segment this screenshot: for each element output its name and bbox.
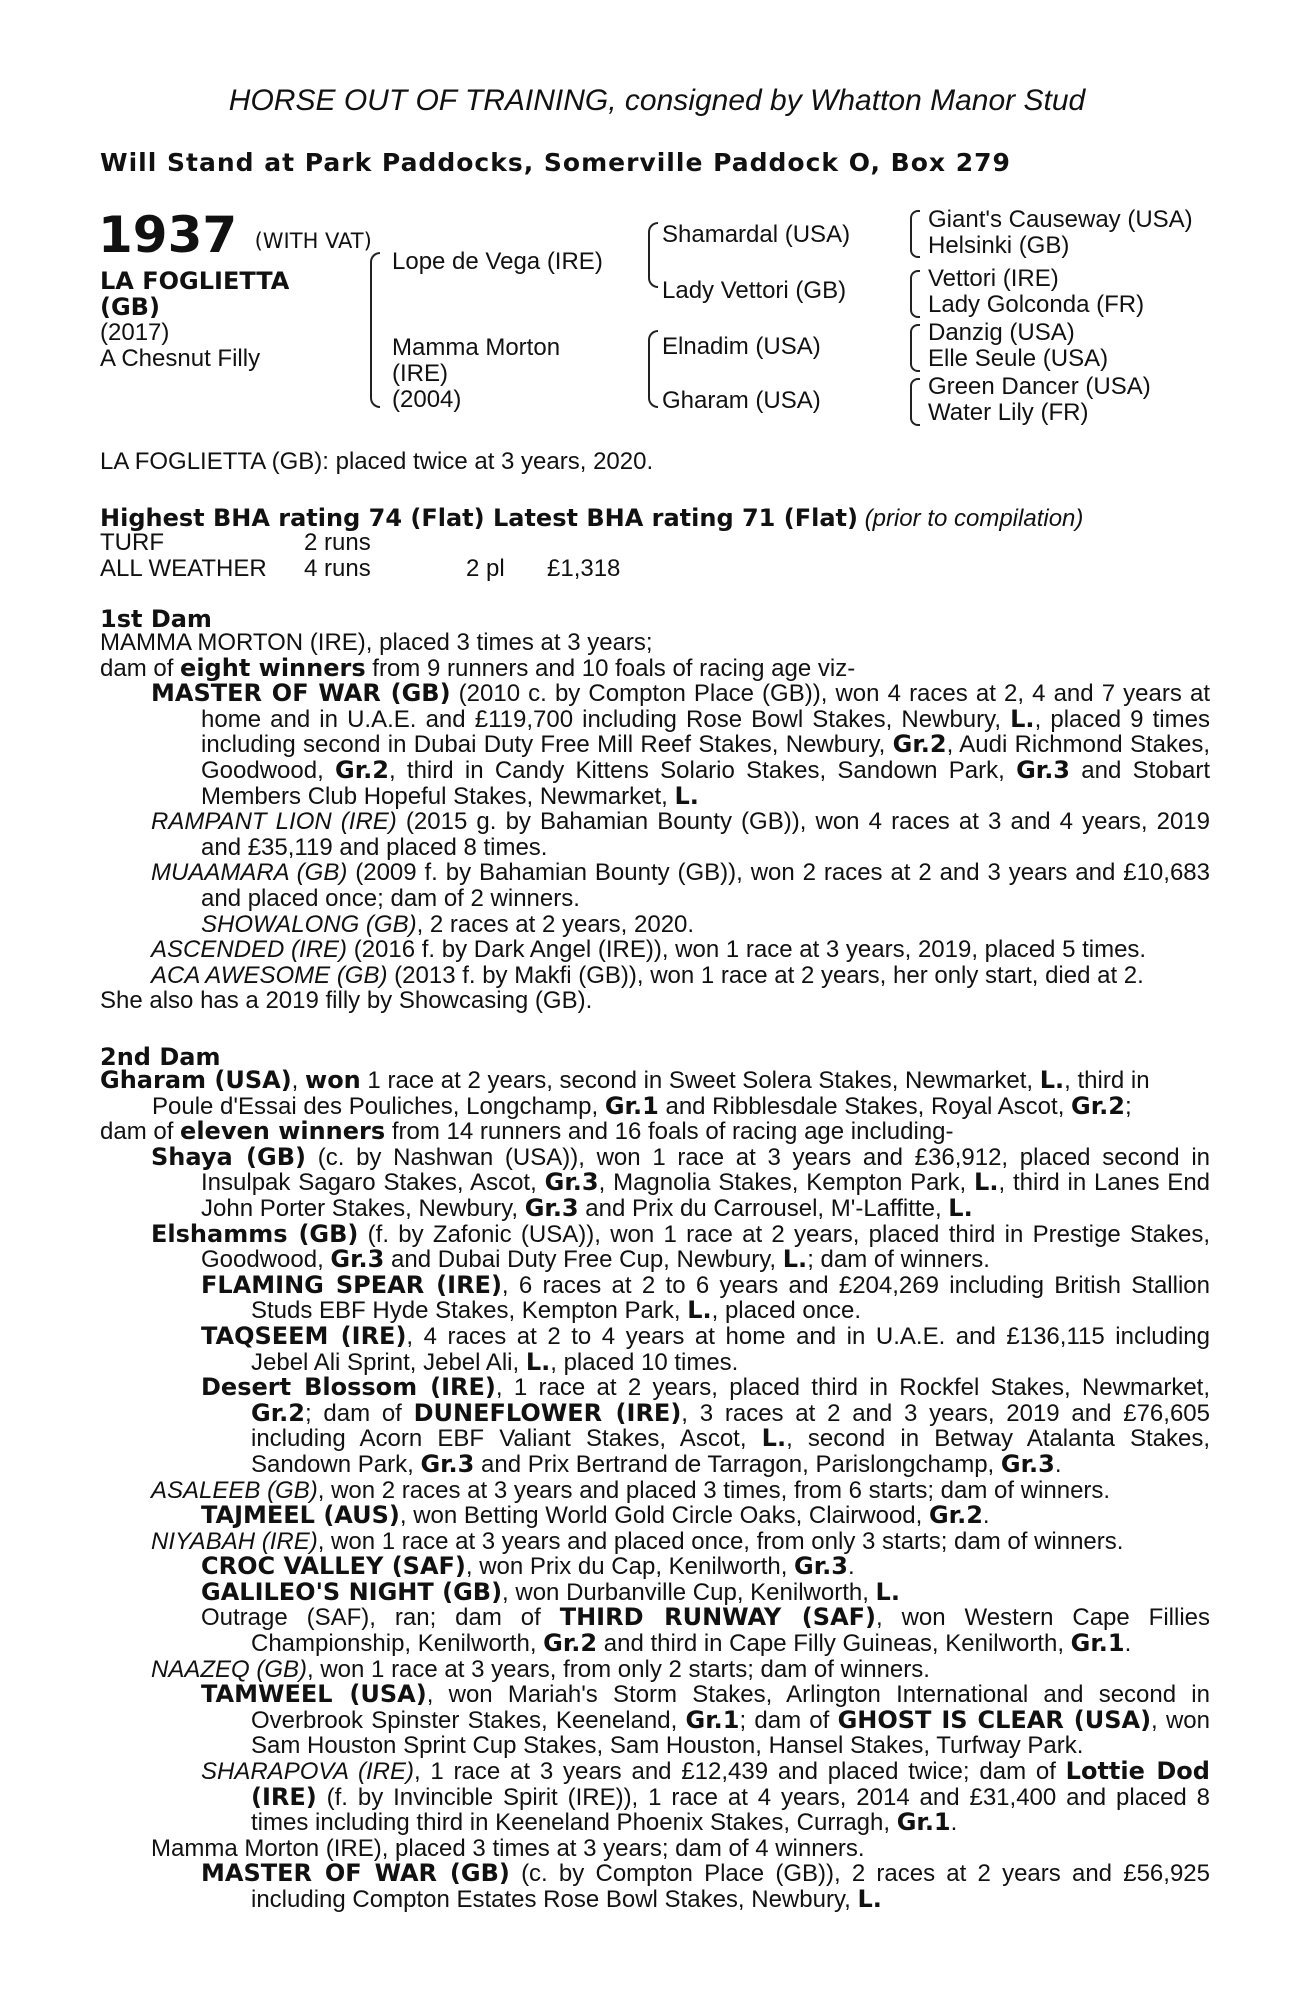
- turf-label: TURF: [100, 529, 164, 556]
- dam-dam: Gharam (USA): [662, 387, 821, 414]
- produce-entry: Shaya (GB) (c. by Nashwan (USA)), won 1 race at 3 years and £36,912, placed second in Insulpak Sagaro Stakes, Ascot, Gr.3, Magnolia Stakes, Kempton Park, L., third in Lanes End John Porter Stakes, Newbury, Gr.3 and Prix du Carrousel, M'-Laffitte, L.: [151, 1142, 1211, 1222]
- aw-label: ALL WEATHER: [100, 555, 267, 582]
- produce-entry: CROC VALLEY (SAF), won Prix du Cap, Kenilworth, Gr.3.: [201, 1552, 855, 1581]
- lot-number: [98, 208, 372, 268]
- stand-location: Will Stand at Park Paddocks, Somerville Paddock O, Box 279: [100, 148, 1011, 177]
- brace-dd: [910, 378, 920, 426]
- sire-brace: [648, 222, 658, 288]
- produce-entry: GALILEO'S NIGHT (GB), won Durbanville Cup, Kenilworth, L.: [201, 1577, 900, 1606]
- dam-country: (IRE): [392, 360, 448, 387]
- produce-entry: Desert Blossom (IRE), 1 race at 2 years, placed third in Rockfel Stakes, Newmarket, Gr.2; dam of DUNEFLOWER (IRE), 3 races at 2 and 3 years, 2019 and £76,605 including Acorn EBF Valiant Stakes, Ascot, L., second in Betway Atalanta Stakes, Sandown Park, Gr.3 and Prix Bertrand de Tarragon, Parislongchamp, Gr.3.: [201, 1373, 1211, 1478]
- produce-entry: MUAAMARA (GB) (2009 f. by Bahamian Bounty (GB)), won 2 races at 2 and 3 years and £10,683 and placed once; dam of 2 winners.: [151, 859, 1210, 912]
- dam-dam-dam: Water Lily (FR): [928, 399, 1089, 426]
- second-dam-line: dam of eleven winners from 14 runners and 16 foals of racing age including-: [100, 1117, 954, 1146]
- sire-dam-sire: Vettori (IRE): [928, 265, 1059, 292]
- aw-runs: 4 runs: [304, 555, 371, 582]
- produce-entry: Outrage (SAF), ran; dam of THIRD RUNWAY (SAF), won Western Cape Fillies Championship, Kenilworth, Gr.2 and third in Cape Filly Guineas, Kenilworth, Gr.1.: [201, 1603, 1210, 1658]
- produce-entry: FLAMING SPEAR (IRE), 6 races at 2 to 6 years and £204,269 including British Stallion Studs EBF Hyde Stakes, Kempton Park, L., placed once.: [201, 1270, 1211, 1325]
- produce-entry: NIYABAH (IRE), won 1 race at 3 years and placed once, from only 3 starts; dam of winners.: [151, 1527, 1124, 1555]
- sire-sire-dam: Helsinki (GB): [928, 232, 1070, 259]
- sire-sire: Shamardal (USA): [662, 221, 851, 248]
- brace-ss: [910, 210, 920, 258]
- race-summary: LA FOGLIETTA (GB): placed twice at 3 years, 2020.: [100, 448, 654, 475]
- turf-runs: 2 runs: [304, 529, 371, 556]
- page-title: HORSE OUT OF TRAINING, consigned by Whatton Manor Stud: [228, 84, 1086, 117]
- vat-note: (WITH VAT): [254, 229, 372, 253]
- first-dam-line: MAMMA MORTON (IRE), placed 3 times at 3 years;: [100, 629, 653, 656]
- produce-entry: Mamma Morton (IRE), placed 3 times at 3 years; dam of 4 winners.: [151, 1834, 865, 1862]
- produce-entry: ACA AWESOME (GB) (2013 f. by Makfi (GB)), won 1 race at 2 years, her only start, died at 2.: [151, 961, 1144, 989]
- first-dam-text: [100, 630, 1210, 1014]
- dam-name: Mamma Morton: [392, 334, 561, 361]
- brace-sd: [910, 270, 920, 318]
- horse-name-country: (GB): [100, 293, 160, 321]
- bha-ratings: [100, 503, 1083, 534]
- bha-ratings-note: (prior to compilation): [864, 505, 1084, 532]
- dam-dam-sire: Green Dancer (USA): [928, 373, 1151, 400]
- sire-dam: Lady Vettori (GB): [662, 277, 847, 304]
- produce-entry: ASALEEB (GB), won 2 races at 3 years and placed 3 times, from 6 starts; dam of winners.: [151, 1476, 1111, 1504]
- first-dam-line: dam of eight winners from 9 runners and 10 foals of racing age viz-: [100, 653, 856, 682]
- brace-ds: [910, 324, 920, 372]
- aw-placed: 2 pl: [466, 555, 505, 582]
- dam-sire-dam: Elle Seule (USA): [928, 345, 1109, 372]
- second-dam-text: [100, 1068, 1210, 1913]
- second-dam-line: Gharam (USA), won 1 race at 2 years, second in Sweet Solera Stakes, Newmarket, L., third in Poule d'Essai des Pouliches, Longchamp, Gr.1 and Ribblesdale Stakes, Royal Ascot, Gr.2;: [100, 1066, 1150, 1120]
- produce-entry: MASTER OF WAR (GB) (c. by Compton Place (GB)), 2 races at 2 years and £56,925 including Compton Estates Rose Bowl Stakes, Newbury, L.: [201, 1859, 1210, 1913]
- produce-entry: TAMWEEL (USA), won Mariah's Storm Stakes, Arlington International and second in Overbrook Spinster Stakes, Keeneland, Gr.1; dam of GHOST IS CLEAR (USA), won Sam Houston Sprint Cup Stakes, Sam Houston, Hansel Stakes, Turfway Park.: [201, 1680, 1210, 1760]
- second-dam-heading: 2nd Dam: [100, 1043, 221, 1071]
- first-dam-heading: 1st Dam: [100, 605, 212, 633]
- produce-entry: Elshamms (GB) (f. by Zafonic (USA)), won 1 race at 2 years, placed third in Prestige Stakes, Goodwood, Gr.3 and Dubai Duty Free Cup, Newbury, L.; dam of winners.: [151, 1219, 1210, 1274]
- produce-entry: She also has a 2019 filly by Showcasing (GB).: [100, 987, 593, 1015]
- produce-entry: ASCENDED (IRE) (2016 f. by Dark Angel (IRE)), won 1 race at 3 years, 2019, placed 5 times.: [151, 936, 1147, 964]
- produce-entry: NAAZEQ (GB), won 1 race at 3 years, from only 2 starts; dam of winners.: [151, 1655, 930, 1683]
- horse-name: LA FOGLIETTA: [100, 267, 290, 295]
- pedigree-brace: [370, 252, 380, 408]
- produce-entry: RAMPANT LION (IRE) (2015 g. by Bahamian Bounty (GB)), won 4 races at 3 and 4 years, 2019 and £35,119 and placed 8 times.: [151, 808, 1211, 861]
- produce-entry: MASTER OF WAR (GB) (2010 c. by Compton Place (GB)), won 4 races at 2, 4 and 7 years at home and in U.A.E. and £119,700 including Rose Bowl Stakes, Newbury, L., placed 9 times including second in Dubai Duty Free Mill Reef Stakes, Newbury, Gr.2, Audi Richmond Stakes, Goodwood, Gr.2, third in Candy Kittens Solario Stakes, Sandown Park, Gr.3 and Stobart Members Club Hopeful Stakes, Newmarket, L.: [151, 679, 1211, 810]
- dam-sire: Elnadim (USA): [662, 333, 821, 360]
- dam-brace: [648, 330, 658, 408]
- dam-sire-sire: Danzig (USA): [928, 319, 1075, 346]
- produce-entry: SHOWALONG (GB), 2 races at 2 years, 2020.: [201, 910, 695, 938]
- produce-entry: TAQSEEM (IRE), 4 races at 2 to 4 years at home and in U.A.E. and £136,115 including Jebel Ali Sprint, Jebel Ali, L., placed 10 times.: [201, 1321, 1210, 1376]
- dam-year: (2004): [392, 386, 462, 413]
- lot-number-value: 1937: [98, 206, 238, 264]
- bha-ratings-values: Highest BHA rating 74 (Flat) Latest BHA rating 71 (Flat): [100, 504, 858, 532]
- horse-description: A Chesnut Filly: [100, 345, 261, 372]
- sire-sire-sire: Giant's Causeway (USA): [928, 206, 1193, 233]
- produce-entry: SHARAPOVA (IRE), 1 race at 3 years and £12,439 and placed twice; dam of Lottie Dod (IRE) (f. by Invincible Spirit (IRE)), 1 race at 4 years, 2014 and £31,400 and placed 8 times including third in Keeneland Phoenix Stakes, Curragh, Gr.1.: [201, 1757, 1210, 1837]
- aw-prize: £1,318: [547, 555, 621, 582]
- sire: Lope de Vega (IRE): [392, 248, 603, 275]
- produce-entry: TAJMEEL (AUS), won Betting World Gold Circle Oaks, Clairwood, Gr.2.: [201, 1501, 990, 1530]
- sire-dam-dam: Lady Golconda (FR): [928, 291, 1145, 318]
- foaling-year: (2017): [100, 319, 170, 346]
